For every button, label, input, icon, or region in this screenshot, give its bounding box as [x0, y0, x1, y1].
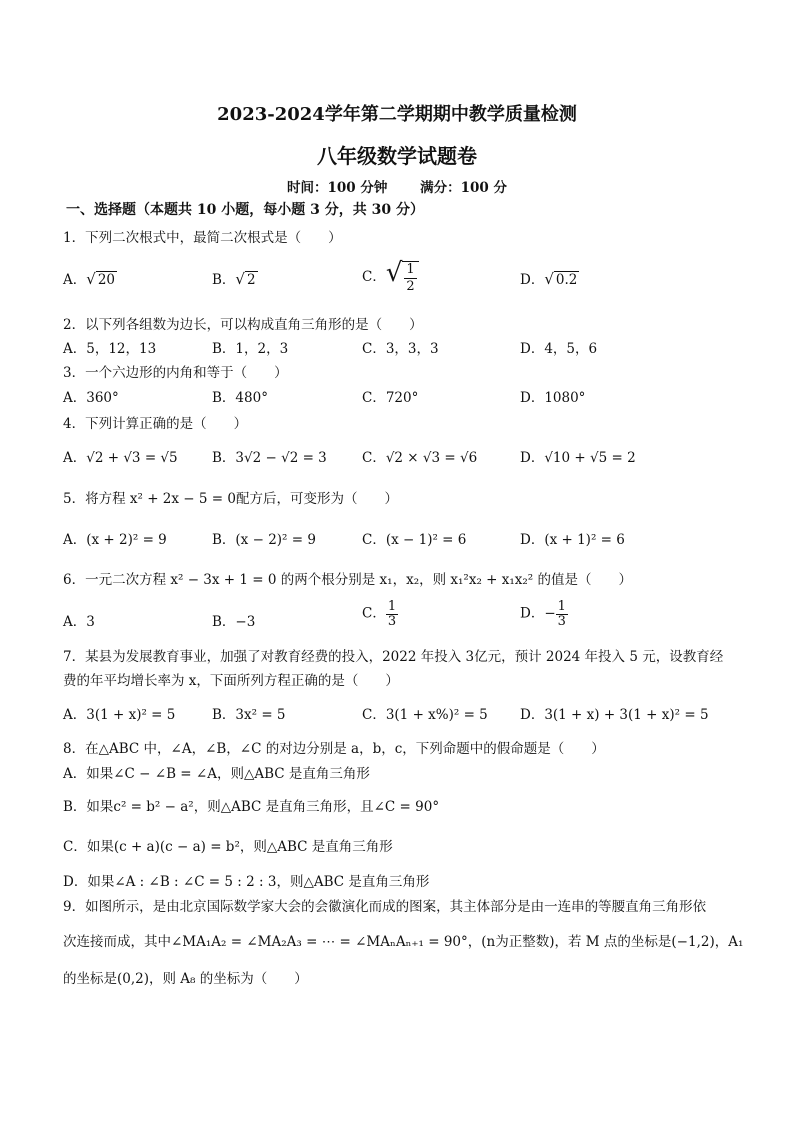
q7-option-c: C．3(1 + x%)² = 5	[362, 707, 488, 723]
q3-option-a: A．360°	[63, 390, 119, 406]
q2-stem: 2．以下列各组数为边长，可以构成直角三角形的是（ ）	[63, 317, 423, 333]
q1-option-c-num: 1	[406, 261, 415, 277]
q3-option-b: B．480°	[212, 390, 268, 406]
q5-option-b: B．(x − 2)² = 9	[212, 532, 316, 548]
q6-option-d-den: 3	[557, 613, 566, 629]
q1-option-d: D．√ 0.2	[520, 270, 578, 288]
q1-option-c-label: C．	[362, 269, 386, 285]
exam-time: 时间：100 分钟	[287, 180, 388, 196]
section-heading: 一、选择题（本题共 10 小题，每小题 3 分，共 30 分）	[66, 202, 424, 218]
q4-option-b: B．3√2 − √2 = 3	[212, 450, 327, 466]
q2-option-c: C．3，3，3	[362, 341, 439, 357]
q3-option-c: C．720°	[362, 390, 419, 406]
q1-option-d-label: D．	[520, 272, 545, 288]
q1-option-d-radicand: 0.2	[555, 272, 578, 288]
q7-option-d: D．3(1 + x) + 3(1 + x)² = 5	[520, 707, 709, 723]
q6-option-b: B．−3	[212, 614, 256, 630]
q6-option-c-num: 1	[387, 599, 397, 614]
q7-option-a: A．3(1 + x)² = 5	[63, 707, 176, 723]
q7-option-b: B．3x² = 5	[212, 707, 286, 723]
q5-option-d: D．(x + 1)² = 6	[520, 532, 625, 548]
q8-option-a: A．如果∠C − ∠B = ∠A，则△ABC 是直角三角形	[63, 766, 370, 782]
exam-score: 满分：100 分	[420, 180, 507, 196]
q8-option-b: B．如果c² = b² − a²，则△ABC 是直角三角形，且∠C = 90°	[63, 799, 440, 815]
q7-stem-line2: 费的年平均增长率为 x，下面所列方程正确的是（ ）	[63, 673, 399, 689]
q9-line1: 9．如图所示，是由北京国际数学家大会的会徽演化而成的图案，其主体部分是由一连串的等腰直角三角形依	[63, 899, 707, 915]
q1-stem: 1．下列二次根式中，最简二次根式是（ ）	[63, 230, 342, 246]
q4-option-a: A．√2 + √3 = √5	[63, 450, 178, 466]
q6-option-c-label: C．	[362, 605, 386, 622]
q1-option-b: B．√ 2	[212, 270, 256, 288]
q9-line2: 次连接而成，其中∠MA₁A₂ = ∠MA₂A₃ = ⋯ = ∠MAₙAₙ₊₁ = 90°，(n为正整数)，若 M 点的坐标是(−1,2)，A₁	[63, 934, 744, 950]
q1-option-a: A．√ 20	[63, 270, 115, 288]
q5-option-a: A．(x + 2)² = 9	[63, 532, 167, 548]
q4-option-c: C．√2 × √3 = √6	[362, 450, 478, 466]
q6-option-c-den: 3	[387, 613, 397, 629]
exam-subtitle: 八年级数学试题卷	[317, 144, 477, 168]
q2-option-a: A．5，12，13	[63, 341, 157, 357]
q3-stem: 3．一个六边形的内角和等于（ ）	[63, 365, 288, 381]
q4-option-d: D．√10 + √5 = 2	[520, 450, 636, 466]
q9-line3: 的坐标是(0,2)，则 A₈ 的坐标为（ ）	[63, 971, 308, 987]
q7-stem-line1: 7．某县为发展教育事业，加强了对教育经费的投入，2022 年投入 3亿元，预计 2024 年投入 5 元，设教育经	[63, 649, 724, 665]
q6-option-d	[520, 600, 568, 628]
q2-option-b: B．1，2，3	[212, 341, 289, 357]
q6-option-a: A．3	[63, 614, 95, 630]
q6-option-c	[362, 600, 398, 628]
q8-stem: 8．在△ABC 中，∠A，∠B，∠C 的对边分别是 a，b，c，下列命题中的假命题是（ ）	[63, 741, 605, 757]
q1-option-b-label: B．	[212, 272, 236, 288]
q1-option-b-radicand: 2	[246, 272, 256, 288]
q1-option-c-den: 2	[406, 278, 415, 294]
q6-option-d-num: 1	[557, 599, 566, 614]
q1-option-a-radicand: 20	[97, 272, 115, 288]
q6-option-d-label: D．−	[520, 605, 556, 622]
q8-option-d: D．如果∠A : ∠B : ∠C = 5 : 2 : 3，则△ABC 是直角三角形	[63, 874, 430, 890]
q5-option-c: C．(x − 1)² = 6	[362, 532, 467, 548]
q2-option-d: D．4，5，6	[520, 341, 598, 357]
q5-stem: 5．将方程 x² + 2x − 5 = 0配方后，可变形为（ ）	[63, 491, 398, 507]
q1-option-a-label: A．	[63, 272, 87, 288]
q3-option-d: D．1080°	[520, 390, 586, 406]
exam-title: 2023-2024学年第二学期期中教学质量检测	[217, 104, 577, 125]
q4-stem: 4．下列计算正确的是（ ）	[63, 416, 248, 432]
q8-option-c: C．如果(c + a)(c − a) = b²，则△ABC 是直角三角形	[63, 839, 393, 855]
q1-option-c: C．√ $\frac{1}{2}$	[362, 258, 419, 294]
exam-meta	[0, 176, 794, 196]
q6-stem: 6．一元二次方程 x² − 3x + 1 = 0 的两个根分别是 x₁，x₂，则 x₁²x₂ + x₁x₂² 的值是（ ）	[63, 572, 633, 588]
